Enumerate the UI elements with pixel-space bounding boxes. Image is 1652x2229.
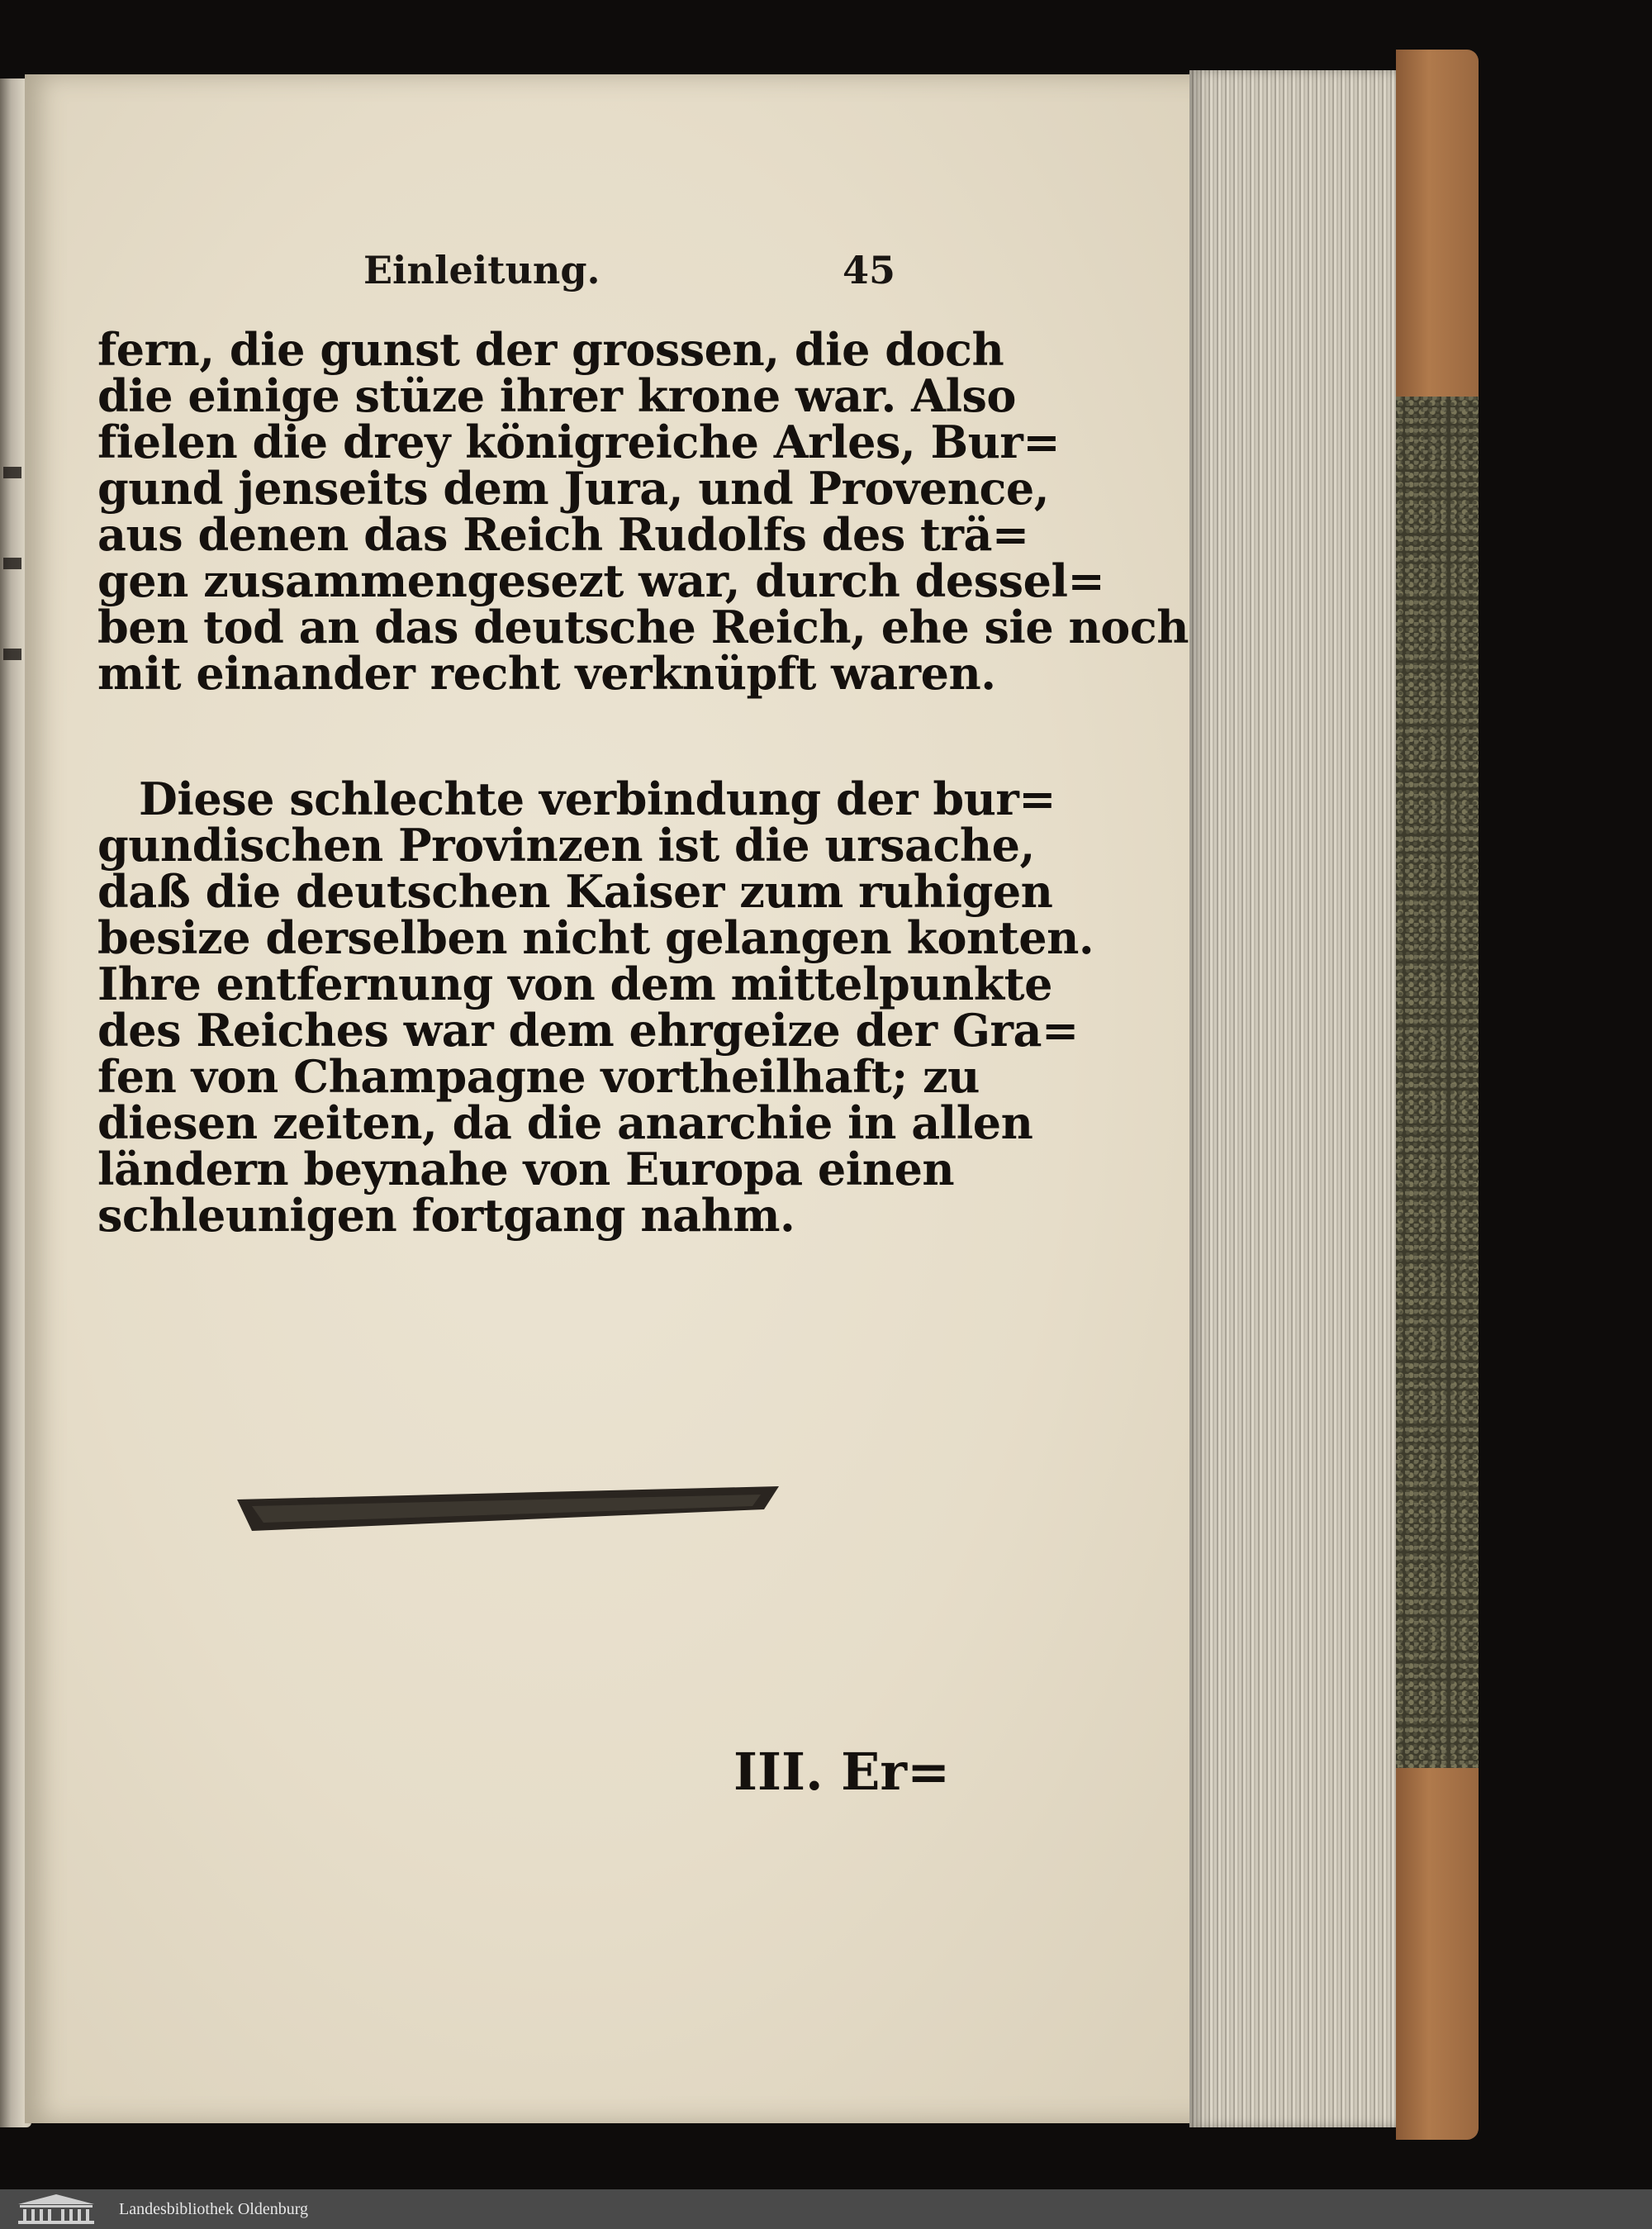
text-line: mit einander recht verknüpft waren. [97,647,996,700]
text-line: aus denen das Reich Rudolfs des trä= [97,508,1029,561]
text-line: Diese schlechte verbindung der bur= [139,772,1056,825]
footer-bar [0,2189,1652,2229]
paragraph-2 [97,772,1094,1242]
text-line: besize derselben nicht gelangen konten. [97,911,1094,964]
text-line: gund jenseits dem Jura, und Provence, [97,462,1049,515]
ornamental-rule [235,1485,781,1534]
text-line: fen von Champagne vortheilhaft; zu [97,1050,980,1103]
footer-institution: Landesbibliothek Oldenburg [119,2199,309,2218]
text-line: ben tod an das deutsche Reich, ehe sie noch [97,601,1189,653]
page-number: 45 [843,248,896,292]
text-line: daß die deutschen Kaiser zum ruhigen [97,865,1053,918]
body-text [97,323,1189,1242]
text-line: des Reiches war dem ehrgeize der Gra= [97,1004,1079,1057]
text-line: schleunigen fortgang nahm. [97,1189,795,1242]
text-line: gundischen Provinzen ist die ursache, [97,819,1035,872]
text-line: die einige stüze ihrer krone war. Also [97,369,1016,422]
text-line: diesen zeiten, da die anarchie in allen [97,1096,1033,1149]
paragraph-1 [97,323,1189,700]
text-line: fielen die drey königreiche Arles, Bur= [97,416,1061,468]
text-line: fern, die gunst der grossen, die doch [97,323,1004,376]
library-building-icon [15,2193,97,2226]
text-line: ländern beynahe von Europa einen [97,1143,955,1195]
marbled-cover [1396,397,1479,1768]
catchword: III. Er= [733,1742,951,1802]
page-header [165,248,909,314]
running-head: Einleitung. [363,248,601,292]
text-line: gen zusammengesezt war, durch dessel= [97,554,1105,607]
page-stack-edge [1189,70,1396,2127]
text-line: Ihre entfernung von dem mittelpunkte [97,958,1052,1010]
